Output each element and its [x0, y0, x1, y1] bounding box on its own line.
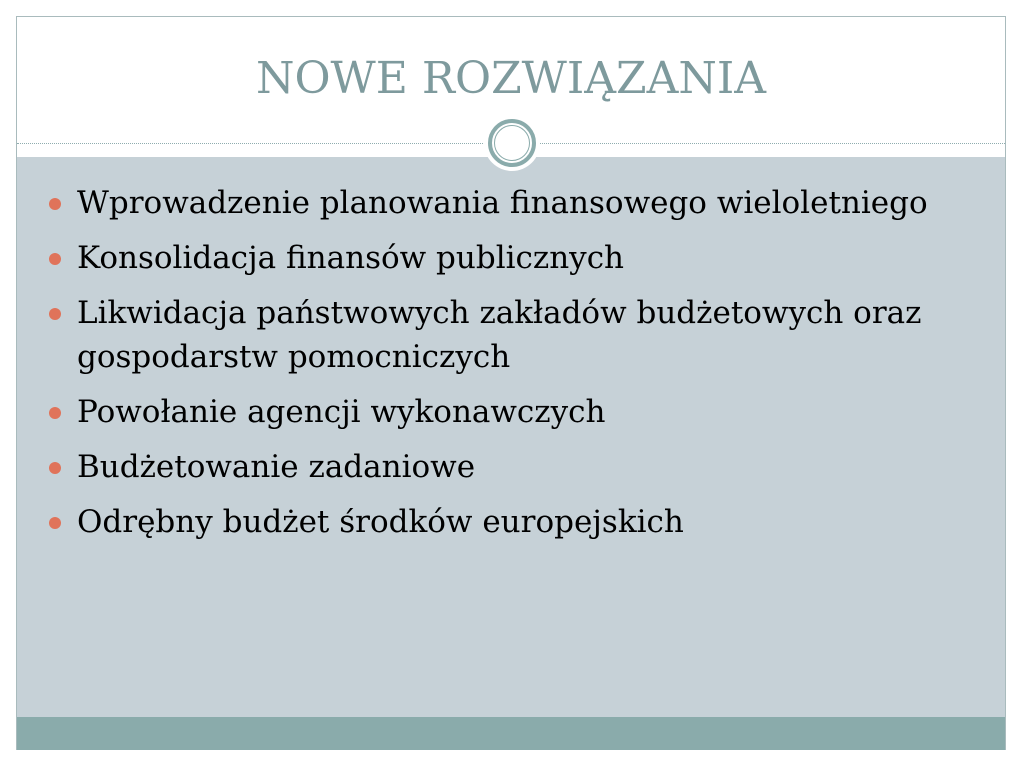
slide — [16, 16, 1006, 750]
round-bullet-icon — [49, 308, 61, 320]
bullet-text: Odrębny budżet środków europejskich — [77, 504, 684, 540]
bullet-item — [45, 181, 945, 225]
round-bullet-icon — [49, 198, 61, 210]
round-bullet-icon — [49, 407, 61, 419]
bullet-item — [45, 445, 945, 489]
footer-bar — [17, 717, 1005, 750]
bullet-item — [45, 390, 945, 434]
round-bullet-icon — [49, 253, 61, 265]
round-bullet-icon — [49, 517, 61, 529]
ring-ornament-inner-ring — [494, 125, 530, 161]
bullet-text: Budżetowanie zadaniowe — [77, 449, 476, 485]
bullet-item — [45, 291, 945, 379]
bullet-text: Wprowadzenie planowania finansowego wieloletniego — [77, 185, 928, 221]
bullet-text: Powołanie agencji wykonawczych — [77, 394, 606, 430]
bullet-item — [45, 236, 945, 280]
slide-title: NOWE ROZWIĄZANIA — [255, 53, 767, 104]
bullet-text: Konsolidacja finansów publicznych — [77, 240, 625, 276]
bullet-list — [45, 181, 945, 555]
bullet-item — [45, 500, 945, 544]
round-bullet-icon — [49, 462, 61, 474]
bullet-text: Likwidacja państwowych zakładów budżetowych oraz gospodarstw pomocniczych — [77, 295, 922, 375]
